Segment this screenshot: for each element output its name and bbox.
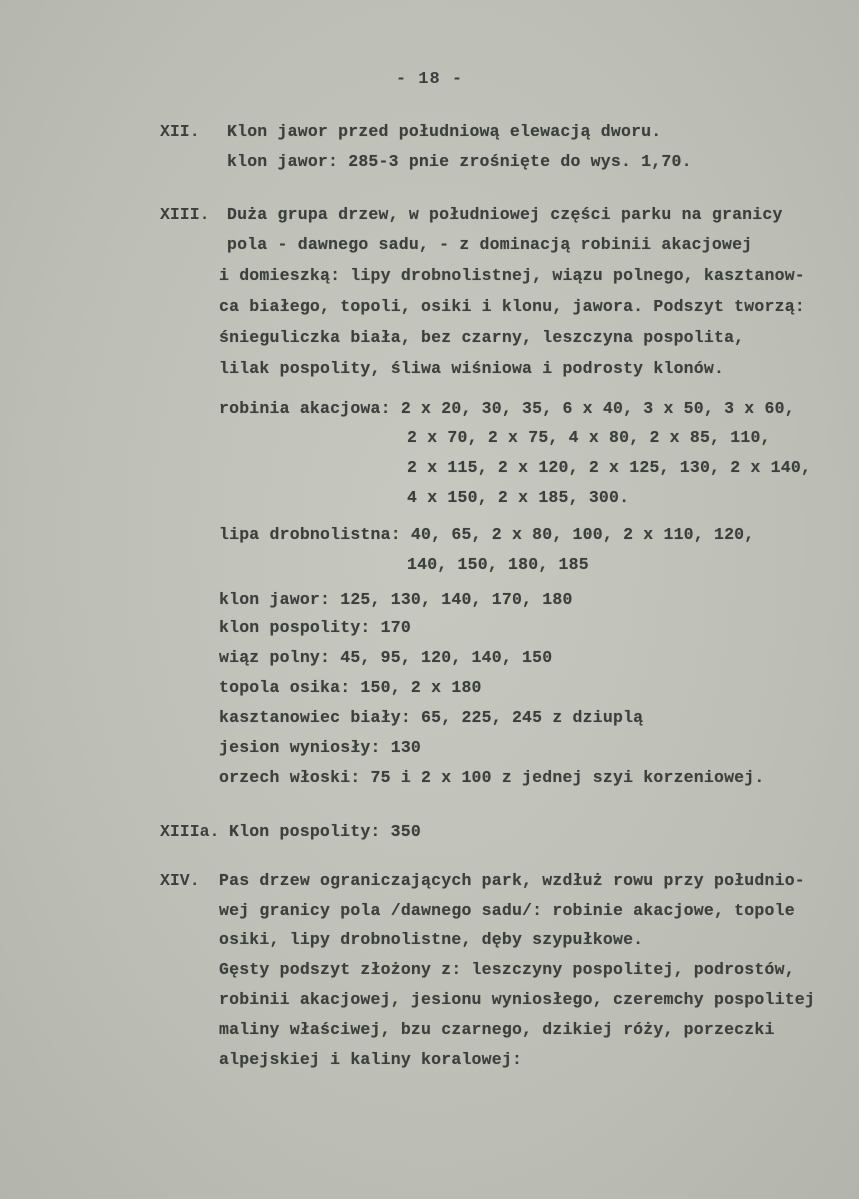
text-line: wej granicy pola /dawnego sadu/: robinie akacjowe, topole <box>219 901 795 920</box>
text-line: Pas drzew ograniczających park, wzdłuż rowu przy południo- <box>219 871 805 890</box>
section-number: XIIIa. <box>160 822 220 841</box>
species-entry: lipa drobnolistna: 40, 65, 2 x 80, 100, 2 x 110, 120, <box>219 525 755 544</box>
section-number: XII. <box>160 122 200 141</box>
text-line: alpejskiej i kaliny koralowej: <box>219 1050 523 1069</box>
text-line: klon jawor: 285-3 pnie zrośnięte do wys. 1,70. <box>227 152 692 171</box>
text-line: ca białego, topoli, osiki i klonu, jawora. Podszyt tworzą: <box>219 297 805 316</box>
page-number: - 18 - <box>395 70 464 89</box>
text-line: Gęsty podszyt złożony z: leszczyny pospolitej, podrostów, <box>219 960 795 979</box>
section-number: XIV. <box>160 871 200 890</box>
text-line: robinii akacjowej, jesionu wyniosłego, czeremchy pospolitej <box>219 990 815 1009</box>
species-entry-continued: 2 x 115, 2 x 120, 2 x 125, 130, 2 x 140, <box>407 458 812 477</box>
text-line: Duża grupa drzew, w południowej części parku na granicy <box>227 205 783 224</box>
text-line: pola - dawnego sadu, - z dominacją robinii akacjowej <box>227 235 753 254</box>
species-entry: klon jawor: 125, 130, 140, 170, 180 <box>219 590 573 609</box>
text-line: osiki, lipy drobnolistne, dęby szypułkowe. <box>219 930 644 949</box>
species-entry: jesion wyniosły: 130 <box>219 738 422 757</box>
text-line: Klon jawor przed południową elewacją dworu. <box>227 122 662 141</box>
section-number: XIII. <box>160 205 210 224</box>
text-line: maliny właściwej, bzu czarnego, dzikiej róży, porzeczki <box>219 1020 775 1039</box>
species-entry: wiąz polny: 45, 95, 120, 140, 150 <box>219 648 553 667</box>
species-entry-continued: 140, 150, 180, 185 <box>407 555 589 574</box>
text-line: lilak pospolity, śliwa wiśniowa i podrosty klonów. <box>219 359 725 378</box>
species-entry: klon pospolity: 170 <box>219 618 411 637</box>
text-line: i domieszką: lipy drobnolistnej, wiązu polnego, kasztanow- <box>219 266 805 285</box>
species-entry-continued: 2 x 70, 2 x 75, 4 x 80, 2 x 85, 110, <box>407 428 771 447</box>
species-entry: robinia akacjowa: 2 x 20, 30, 35, 6 x 40, 3 x 50, 3 x 60, <box>219 399 795 418</box>
species-entry-continued: 4 x 150, 2 x 185, 300. <box>407 488 630 507</box>
text-line: śnieguliczka biała, bez czarny, leszczyna pospolita, <box>219 328 745 347</box>
species-entry: topola osika: 150, 2 x 180 <box>219 678 482 697</box>
species-entry: orzech włoski: 75 i 2 x 100 z jednej szyi korzeniowej. <box>219 768 765 787</box>
species-entry: kasztanowiec biały: 65, 225, 245 z dziuplą <box>219 708 644 727</box>
text-line: Klon pospolity: 350 <box>229 822 421 841</box>
